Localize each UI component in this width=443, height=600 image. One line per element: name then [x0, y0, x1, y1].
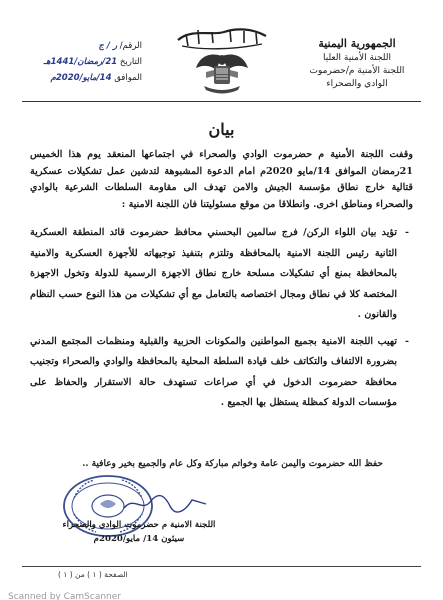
reference-date-block [24, 38, 142, 86]
closing-greeting: حفظ الله حضرموت واليمن عامة وخواتم مباركة وكل عام والجميع بخير وعافية .. [82, 459, 383, 469]
signature-date: سيئون 14/ مايو/2020م [93, 534, 185, 544]
statement-points [30, 223, 413, 414]
signatory-name: اللجنة الامنية م حضرموت الوادي والصحراء [62, 520, 216, 530]
hijri-date-row [24, 54, 142, 70]
scanner-watermark [0, 588, 200, 600]
reference-number-row [24, 38, 142, 54]
org-name-line2: اللجنة الأمنية العليا [322, 53, 392, 63]
list-item [30, 332, 413, 414]
hijri-date-label: التاريخ [119, 57, 142, 67]
yemen-emblem-icon [172, 26, 272, 98]
bullet-dash-icon: - [405, 227, 409, 238]
letterhead-org-block [297, 36, 417, 91]
footer-divider [22, 566, 421, 567]
signature-icon [120, 492, 210, 514]
org-name-line3: اللجنة الأمنية م/حضرموت [309, 66, 405, 76]
header-divider [22, 101, 421, 102]
statement-title: بيان [208, 120, 235, 139]
intro-paragraph: وقفت اللجنة الأمنية م حضرموت الوادي والصحراء في اجتماعها المنعقد يوم هذا الخميس 21رمضان الموافق 14/مايو 2020م امام الدعوة المشبوهة لتدشين عمل تشكيلات عسكرية قتالية خارج نطاق مؤسسة الجيش والامن تهدف الى مقاومة السلطات الشرعية بالوادي والصحراء ومناطق اخرى. وانطلاقا من موقع مسئوليتنا فان اللجنة الامنية : [30, 149, 413, 210]
point-text: تهيب اللجنة الامنية بجميع المواطنين والمكونات الحزبية والقبلية ومنظمات المجتمع المدني بضرورة الالتفاف والتكاتف خلف قيادة السلطة المحلية بالمحافظة والوادي والصحراء وتجنيب محافظة حضرموت الدخول في أي صراعات تستهدف حالة الاستقرار والحفاظ على مؤسسات الدولة كمظلة يستظل بها الجميع . [30, 335, 397, 408]
scanner-text: Scanned by CamScanner [8, 592, 121, 600]
statement-body [30, 147, 413, 420]
signature-block [34, 518, 244, 546]
hijri-date-value: 21/رمضان/1441هـ [43, 57, 118, 67]
list-item [30, 223, 413, 326]
gregorian-date-value: 14/مايو/2020م [50, 73, 112, 83]
page-number: الصفحة ( ١ ) من ( ١ ) [58, 570, 128, 579]
reference-label: الرقم/ [119, 41, 142, 51]
point-text: تؤيد بيان اللواء الركن/ فرج سالمين البحسني محافظ حضرموت قائد المنطقة العسكرية الثانية رئيس اللجنة الامنية بالمحافظة وتلتزم بتنفيذ توجيهاته للأجهزة العسكرية والامنية بالمحافظة بمنع أي تشكيلات مسلحة خارج نطاق الاجهزة الرسمية للدولة وتخول الاجهزة المختصة كلا في نطاق ومجال اختصاصه بالتعامل مع أي تشكيلات من هذا النوع حسب النظام والقانون . [30, 227, 397, 320]
gregorian-date-label: الموافق [114, 73, 142, 83]
org-name-line4: الوادي والصحراء [326, 79, 388, 89]
reference-value: ر / ج [98, 41, 118, 51]
gregorian-date-row [24, 70, 142, 86]
org-name-line1: الجمهورية اليمنية [318, 37, 396, 50]
bullet-dash-icon: - [405, 335, 409, 347]
